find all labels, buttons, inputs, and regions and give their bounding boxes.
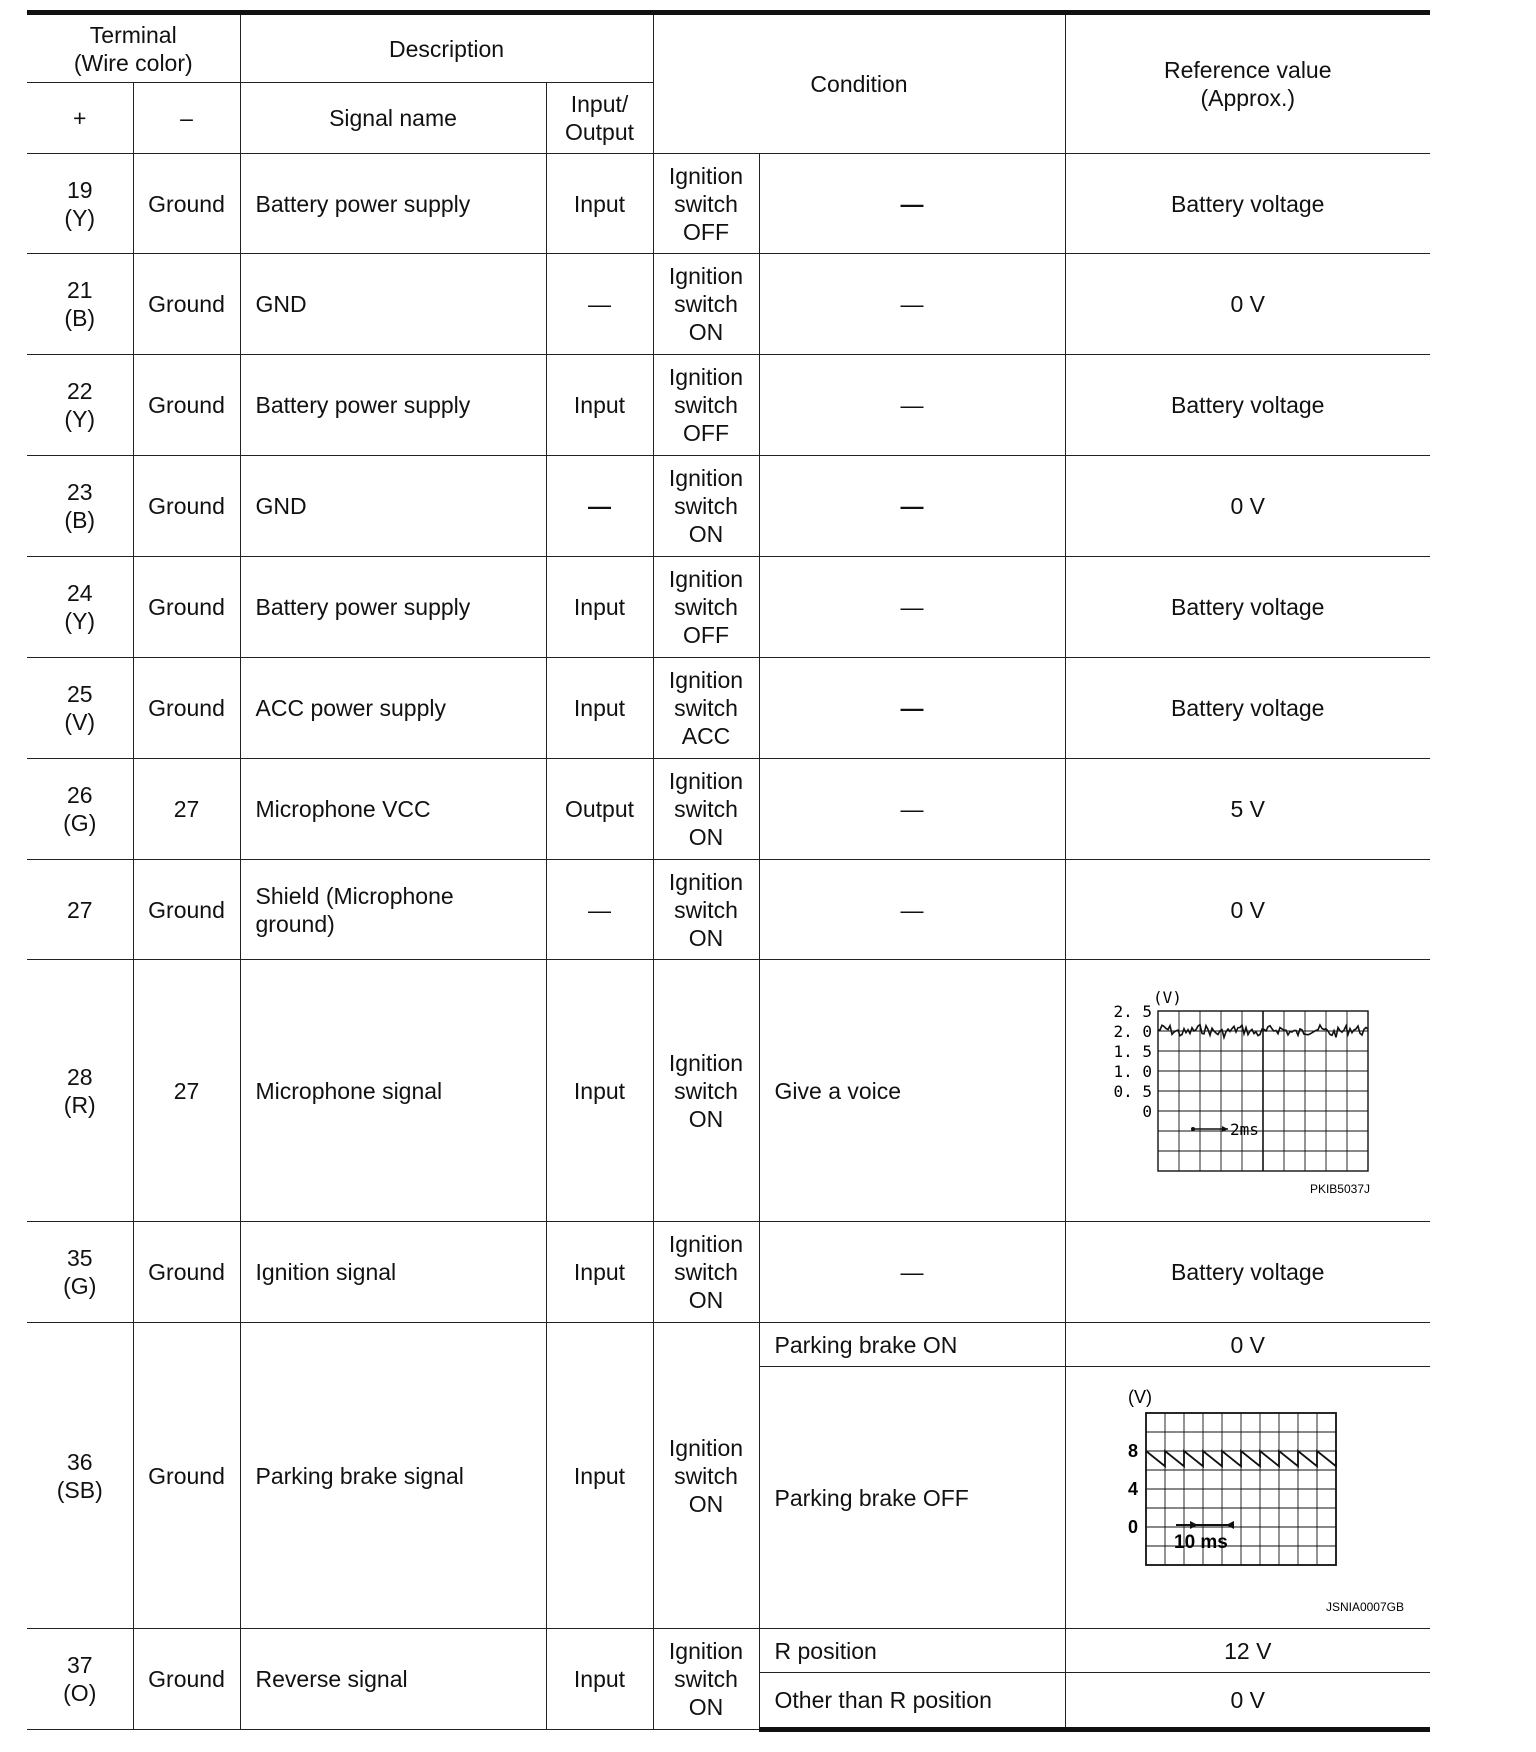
signal-name: GND: [240, 456, 546, 557]
reference-value: 12 V: [1065, 1629, 1430, 1673]
reference-value: Battery voltage: [1065, 1222, 1430, 1323]
input-output: —: [546, 456, 653, 557]
ignition-switch: Ignition switch ON: [653, 1323, 759, 1629]
reference-value: 0 V: [1065, 456, 1430, 557]
description-header: Description: [240, 13, 653, 83]
input-output: —: [546, 860, 653, 960]
reference-value: 5 V: [1065, 759, 1430, 860]
condition: —: [759, 254, 1065, 355]
terminal-minus: Ground: [133, 658, 240, 759]
condition: Give a voice: [759, 960, 1065, 1222]
signal-name: ACC power supply: [240, 658, 546, 759]
input-output: Input: [546, 1629, 653, 1730]
table-row: [27, 860, 1430, 960]
terminal-minus: Ground: [133, 355, 240, 456]
waveform-unit: (V): [1152, 987, 1182, 1007]
ignition-switch: Ignition switch ON: [653, 456, 759, 557]
reference-value: 0 V: [1065, 860, 1430, 960]
reference-value: Battery voltage: [1065, 658, 1430, 759]
y-tick-label: 8: [1127, 1440, 1138, 1461]
condition: —: [759, 456, 1065, 557]
condition: —: [759, 759, 1065, 860]
ignition-switch: Ignition switch OFF: [653, 355, 759, 456]
terminal-plus: 37 (O): [27, 1629, 133, 1730]
y-tick-label: 2. 5: [1113, 1001, 1152, 1021]
waveform-y-ticks: [1128, 1441, 1138, 1537]
time-scale-marker: [1191, 1120, 1259, 1139]
input-output: Input: [546, 960, 653, 1222]
signal-name: Reverse signal: [240, 1629, 546, 1730]
terminal-plus: 24 (Y): [27, 557, 133, 658]
condition: —: [759, 154, 1065, 254]
plus-header: +: [27, 83, 133, 154]
signal-name: Microphone signal: [240, 960, 546, 1222]
terminal-plus: 26 (G): [27, 759, 133, 860]
condition-header: Condition: [653, 13, 1065, 154]
y-tick-label: 4: [1127, 1478, 1138, 1499]
y-tick-label: 0: [1127, 1516, 1138, 1537]
ignition-switch: Ignition switch ON: [653, 1629, 759, 1730]
table-row: [27, 1222, 1430, 1323]
y-tick-label: 0. 5: [1113, 1081, 1152, 1101]
y-tick-label: 1. 0: [1113, 1061, 1152, 1081]
condition: —: [759, 658, 1065, 759]
minus-header: –: [133, 83, 240, 154]
reference-value: 0 V: [1065, 1323, 1430, 1367]
figure-id: JSNIA0007GB: [1325, 1599, 1404, 1614]
time-scale-label: 2ms: [1229, 1119, 1259, 1139]
figure-id: PKIB5037J: [1309, 1181, 1370, 1196]
terminal-plus: 36 (SB): [27, 1323, 133, 1629]
reference-waveform: [1065, 1367, 1430, 1629]
terminal-plus: 23 (B): [27, 456, 133, 557]
input-output: Input: [546, 1323, 653, 1629]
spec-table: [27, 10, 1430, 1732]
input-output: Input: [546, 154, 653, 254]
input-output: Output: [546, 759, 653, 860]
terminal-plus: 28 (R): [27, 960, 133, 1222]
terminal-plus: 22 (Y): [27, 355, 133, 456]
waveform-y-ticks: [1113, 1002, 1152, 1121]
condition: —: [759, 1222, 1065, 1323]
terminal-plus: 35 (G): [27, 1222, 133, 1323]
reference-value: 0 V: [1065, 1673, 1430, 1730]
signal-name: Parking brake signal: [240, 1323, 546, 1629]
condition: Parking brake ON: [759, 1323, 1065, 1367]
signal-name: Battery power supply: [240, 154, 546, 254]
signal-name: Microphone VCC: [240, 759, 546, 860]
ignition-switch: Ignition switch OFF: [653, 154, 759, 254]
table-row: [27, 1323, 1430, 1367]
input-output: Input: [546, 355, 653, 456]
signal-name-header: Signal name: [240, 83, 546, 154]
parking-brake-waveform: [1088, 1378, 1408, 1618]
reference-value: Battery voltage: [1065, 154, 1430, 254]
signal-name: Shield (Microphone ground): [240, 860, 546, 960]
condition: Other than R position: [759, 1673, 1065, 1730]
input-output: Input: [546, 1222, 653, 1323]
terminal-minus: 27: [133, 759, 240, 860]
terminal-plus: 25 (V): [27, 658, 133, 759]
table-row: [27, 1629, 1430, 1673]
terminal-minus: Ground: [133, 456, 240, 557]
terminal-minus: Ground: [133, 557, 240, 658]
terminal-minus: 27: [133, 960, 240, 1222]
time-scale-label: 10 ms: [1173, 1531, 1228, 1553]
input-output: —: [546, 254, 653, 355]
condition: Parking brake OFF: [759, 1367, 1065, 1629]
time-scale-marker: [1174, 1521, 1234, 1553]
ignition-switch: Ignition switch ON: [653, 759, 759, 860]
waveform-trace: [1146, 1451, 1336, 1466]
terminal-reference-table: [27, 10, 1430, 1732]
y-tick-label: 0: [1142, 1101, 1152, 1121]
table-row: [27, 154, 1430, 254]
terminal-header: Terminal (Wire color): [27, 13, 240, 83]
ignition-switch: Ignition switch ACC: [653, 658, 759, 759]
table-row: [27, 254, 1430, 355]
table-row: [27, 960, 1430, 1222]
input-output-header: Input/ Output: [546, 83, 653, 154]
ignition-switch: Ignition switch ON: [653, 1222, 759, 1323]
condition: R position: [759, 1629, 1065, 1673]
microphone-waveform: [1098, 981, 1398, 1201]
condition: —: [759, 860, 1065, 960]
terminal-plus: 19 (Y): [27, 154, 133, 254]
input-output: Input: [546, 557, 653, 658]
condition: —: [759, 355, 1065, 456]
y-tick-label: 1. 5: [1113, 1041, 1152, 1061]
table-row: [27, 759, 1430, 860]
signal-name: GND: [240, 254, 546, 355]
terminal-plus: 27: [27, 860, 133, 960]
reference-value: Battery voltage: [1065, 355, 1430, 456]
table-row: [27, 557, 1430, 658]
signal-name: Battery power supply: [240, 355, 546, 456]
terminal-minus: Ground: [133, 860, 240, 960]
terminal-minus: Ground: [133, 154, 240, 254]
reference-value: Battery voltage: [1065, 557, 1430, 658]
ignition-switch: Ignition switch OFF: [653, 557, 759, 658]
reference-header: Reference value (Approx.): [1065, 13, 1430, 154]
signal-name: Ignition signal: [240, 1222, 546, 1323]
signal-name: Battery power supply: [240, 557, 546, 658]
waveform-unit: (V): [1127, 1386, 1152, 1407]
terminal-minus: Ground: [133, 1629, 240, 1730]
ignition-switch: Ignition switch ON: [653, 960, 759, 1222]
input-output: Input: [546, 658, 653, 759]
ignition-switch: Ignition switch ON: [653, 860, 759, 960]
table-row: [27, 658, 1430, 759]
terminal-minus: Ground: [133, 1222, 240, 1323]
condition: —: [759, 557, 1065, 658]
reference-waveform: [1065, 960, 1430, 1222]
table-row: [27, 355, 1430, 456]
ignition-switch: Ignition switch ON: [653, 254, 759, 355]
terminal-minus: Ground: [133, 254, 240, 355]
terminal-minus: Ground: [133, 1323, 240, 1629]
table-row: [27, 456, 1430, 557]
y-tick-label: 2. 0: [1113, 1021, 1152, 1041]
reference-value: 0 V: [1065, 254, 1430, 355]
terminal-plus: 21 (B): [27, 254, 133, 355]
